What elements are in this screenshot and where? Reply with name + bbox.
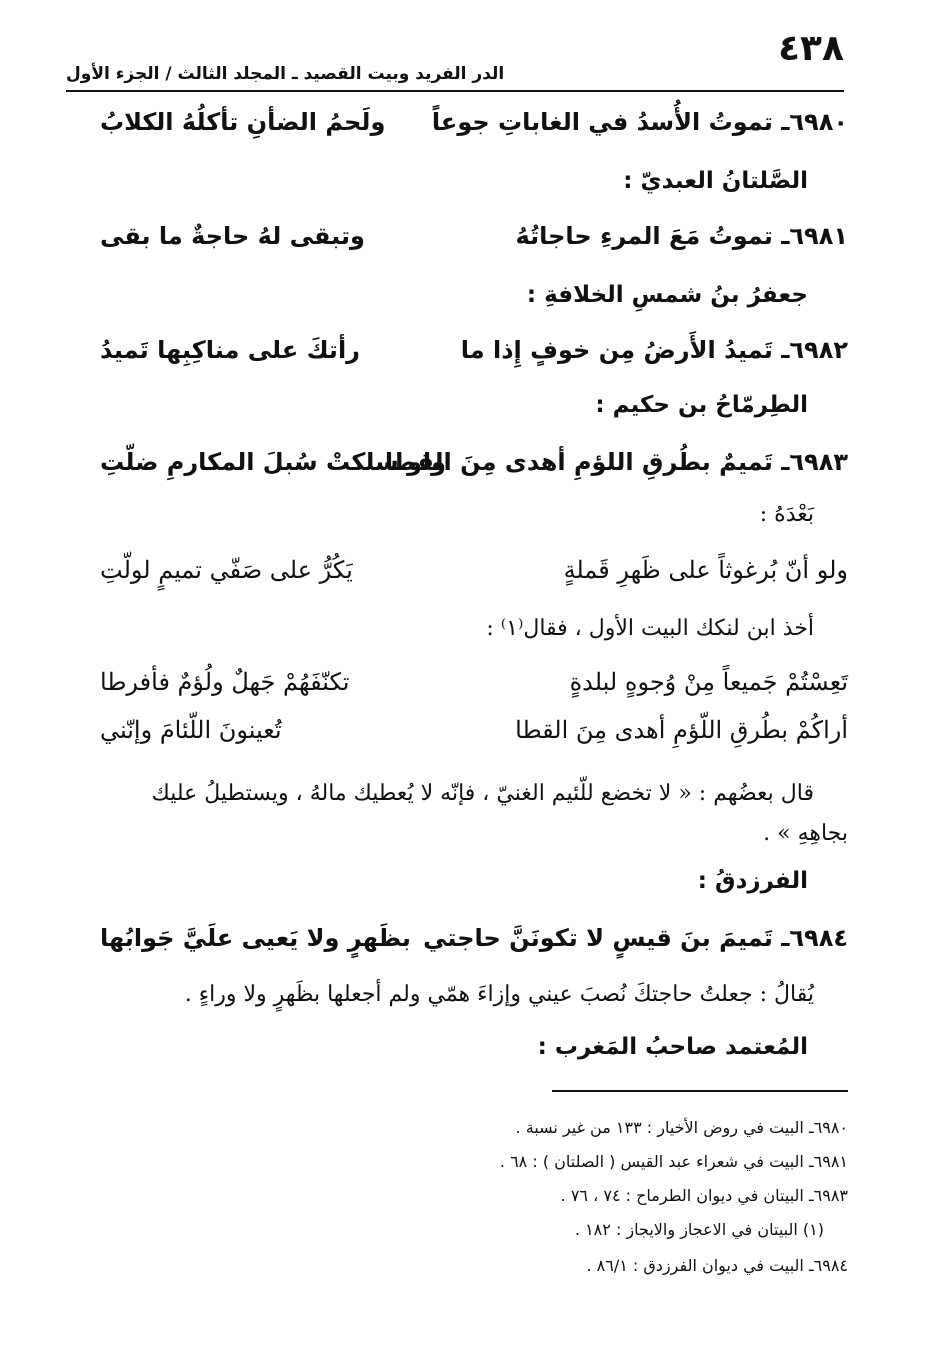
verse: [100, 556, 848, 604]
verse-first-hemistich: ٦٩٨٣ـ تَميمٌ بطُرقِ اللؤمِ أهدى مِنَ القطا: [384, 448, 848, 476]
verse-second-hemistich: ولَحمُ الضأنِ تأكلُهُ الكلابُ: [100, 108, 386, 136]
verse-second-hemistich: يَكُرُّ على صَفّي تميمٍ لولّتِ: [100, 556, 353, 584]
prose-paragraph: [96, 774, 848, 854]
poet-name: المُعتمد صاحبُ المَغرب :: [537, 1034, 808, 1060]
footnote: ٦٩٨٤ـ البيت في ديوان الفرزدق : ٨٦/١ .: [586, 1256, 848, 1275]
verse-second-hemistich: رأتكَ على مناكِبِها تَميدُ: [100, 336, 360, 364]
page-number: ٤٣٨: [778, 28, 844, 69]
verse-first-hemistich: تَعِسْتُمْ جَميعاً مِنْ وُجوهٍ لبلدةٍ: [569, 668, 848, 696]
verse-6981: [100, 222, 848, 270]
footnote: ٦٩٨٣ـ البيتان في ديوان الطرماح : ٧٤ ، ٧٦ .: [560, 1186, 848, 1205]
poet-name: الطِرمّاحُ بن حكيم :: [595, 392, 808, 418]
verse-6984: [100, 924, 848, 972]
footnote-separator: [552, 1090, 848, 1092]
verse-first-hemistich: ٦٩٨١ـ تموتُ مَعَ المرءِ حاجاتُهُ: [515, 222, 848, 250]
verse-second-hemistich: تُعينونَ اللّئامَ وإنّني: [100, 716, 282, 744]
verse-first-hemistich: ولو أنّ بُرغوثاً على ظَهرِ قَملةٍ: [563, 556, 848, 584]
verse: [100, 668, 848, 716]
verse-first-hemistich: أراكُمْ بطُرقِ اللّؤمِ أهدى مِنَ القطا: [515, 716, 848, 744]
prose-line: بجاهِهِ » .: [763, 821, 848, 846]
text-line: بَعْدَهُ :: [759, 502, 814, 527]
verse-first-hemistich: ٦٩٨٠ـ تموتُ الأُسدُ في الغاباتِ جوعاً: [431, 108, 848, 136]
verse-6983: [100, 448, 848, 496]
poet-name: الفرزدقُ :: [697, 868, 808, 894]
footnote: (١) البيتان في الاعجاز والايجاز : ١٨٢ .: [574, 1220, 824, 1239]
verse-second-hemistich: تكنّفَهُمْ جَهلٌ ولُؤمٌ فأفرطا: [100, 668, 350, 696]
page-header: [66, 28, 844, 92]
verse-6980: [100, 108, 848, 156]
poet-name: جعفرُ بنُ شمسِ الخلافةِ :: [526, 282, 808, 308]
text-line: أخذ ابن لنكك البيت الأول ، فقال⁽١⁾ :: [486, 616, 814, 641]
verse-second-hemistich: ولو سلكتْ سُبلَ المكارمِ ضلّتِ: [100, 448, 447, 476]
text-line: يُقالُ : جعلتُ حاجتكَ نُصبَ عيني وإزاءَ همّي ولم أجعلها بظَهرٍ ولا وراءٍ .: [184, 982, 814, 1007]
running-title: الدر الفريد وبيت القصيد ـ المجلد الثالث / الجزء الأول: [66, 64, 505, 84]
verse-second-hemistich: بظَهرٍ ولا يَعيى علَيَّ جَوابُها: [100, 924, 411, 952]
verse-first-hemistich: ٦٩٨٢ـ تَميدُ الأَرضُ مِن خوفٍ إِذا ما: [460, 336, 848, 364]
verse: [100, 716, 848, 764]
footnote: ٦٩٨١ـ البيت في شعراء عبد القيس ( الصلتان ) : ٦٨ .: [499, 1152, 848, 1171]
verse-first-hemistich: ٦٩٨٤ـ تَميمَ بنَ قيسٍ لا تكونَنَّ حاجتي: [423, 924, 848, 952]
footnote: ٦٩٨٠ـ البيت في روض الأخيار : ١٣٣ من غير نسبة .: [515, 1118, 848, 1137]
verse-second-hemistich: وتبقى لهُ حاجةٌ ما بقى: [100, 222, 365, 250]
poet-name: الصَّلتانُ العبديّ :: [623, 168, 808, 194]
prose-line: قال بعضُهم : « لا تخضع للّئيم الغنيّ ، فإنّه لا يُعطيك مالهُ ، ويستطيلُ عليك: [151, 781, 814, 806]
verse-6982: [100, 336, 848, 384]
